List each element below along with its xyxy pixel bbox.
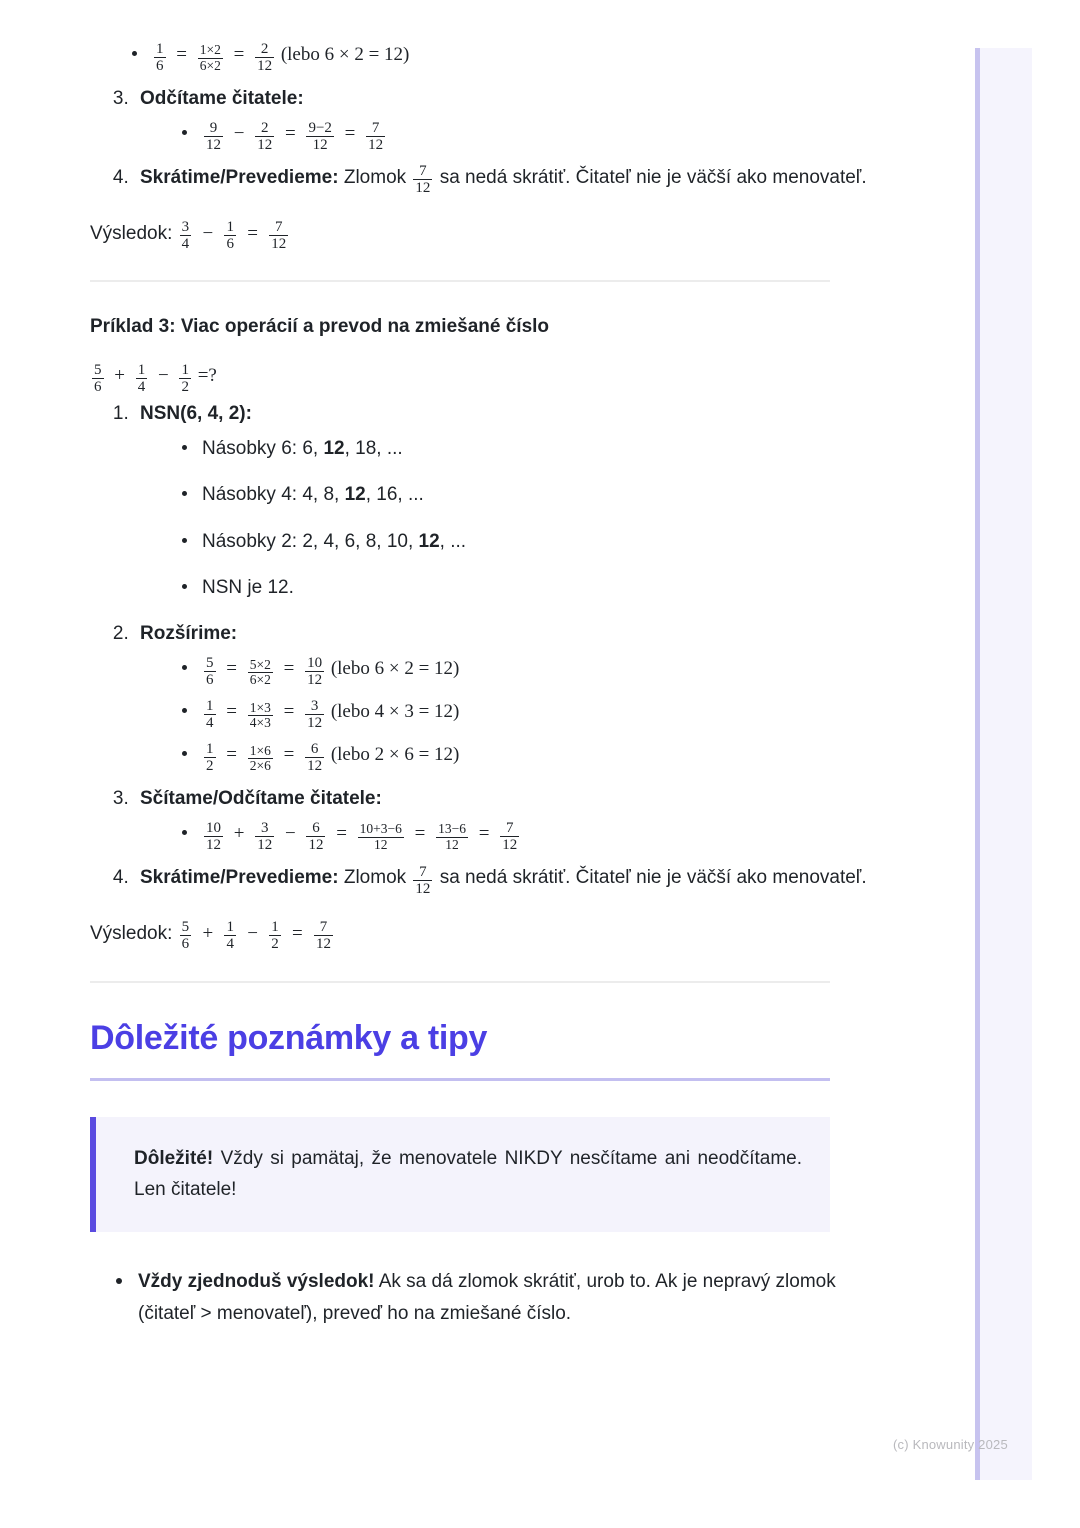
fraction: $\frac{3}{12}$ <box>257 819 273 853</box>
divider <box>90 981 830 983</box>
step-text-before: Zlomok <box>343 166 407 188</box>
fraction: $\frac{1}{6}$ <box>226 219 234 253</box>
important-callout <box>90 1117 830 1233</box>
fraction: $\frac{6}{12}$ <box>308 819 324 853</box>
multiples-suffix: , 18, ... <box>344 437 403 459</box>
step-text-before: Zlomok <box>343 866 407 888</box>
step-item <box>134 619 940 774</box>
multiples-prefix: NSN je 12. <box>202 577 294 599</box>
example2-steps <box>90 84 940 197</box>
fraction: $\frac{7}{12}$ <box>368 119 384 153</box>
fraction: $\frac{5}{6}$ <box>206 655 214 689</box>
step-label: Skrátime/Prevedieme: <box>140 866 339 888</box>
result-label: Výsledok: <box>90 222 173 244</box>
fraction: $\frac{7}{12}$ <box>316 919 331 953</box>
step-item <box>134 784 940 853</box>
fraction: $\frac{5\times 2}{6\times 2}$ <box>249 656 271 688</box>
fraction: $\frac{10}{12}$ <box>307 655 323 689</box>
fraction: $\frac{6}{12}$ <box>307 740 323 774</box>
multiples-prefix: Násobky 6: 6, <box>202 437 324 459</box>
step-item <box>134 399 940 603</box>
list-item <box>180 654 940 688</box>
step-label: NSN(6, 4, 2): <box>140 403 252 425</box>
multiples-suffix: , ... <box>439 530 467 552</box>
fraction: $\frac{7}{12}$ <box>502 819 518 853</box>
divider <box>90 280 830 282</box>
list-item <box>180 434 940 464</box>
page-title: Dôležité poznámky a tipy <box>90 1018 488 1057</box>
fraction: $\frac{1}{2}$ <box>206 740 214 774</box>
multiples-bold: 12 <box>418 530 440 552</box>
fraction: $\frac{9-2}{12}$ <box>308 119 332 153</box>
fraction: $\frac{3}{4}$ <box>181 219 190 253</box>
fraction: $\frac{7}{12}$ <box>415 863 431 897</box>
fraction: $\frac{2}{12}$ <box>257 119 273 153</box>
fraction: $\frac{1}{4}$ <box>226 919 234 953</box>
step3-result-list <box>140 119 940 153</box>
multiples-suffix: , 16, ... <box>365 484 424 506</box>
fraction: $\frac{10}{12}$ <box>206 819 221 853</box>
fraction-expression: $\frac{5}{6}$ = $\frac{5\times 2}{6\times 2}$ = $\frac{10}{12}$ (lebo 6 × 2 = 12) <box>206 655 460 689</box>
fraction: $\frac{7}{12}$ <box>415 163 431 197</box>
expansion-note: (lebo 6 × 2 = 12) <box>280 44 410 65</box>
fraction-expression: $\frac{10}{12}$ + $\frac{3}{12}$ − $\frac{6}{12}$ = $\frac{10+3-6}{12}$ = $\frac{13-6}{12}$ = $\frac{7}{12}$ <box>206 819 518 853</box>
fraction: $\frac{1}{2}$ <box>181 362 189 396</box>
step-label: Odčítame čitatele: <box>140 87 304 109</box>
fraction: $\frac{7}{12}$ <box>271 219 287 253</box>
fraction: $\frac{10+3-6}{12}$ <box>359 821 402 852</box>
step-label: Rozšírime: <box>140 623 238 645</box>
example3-problem: $\frac{5}{6}$ + $\frac{1}{4}$ − $\frac{1}{2}$ =? <box>94 362 217 396</box>
callout-text <box>134 1143 802 1207</box>
fraction: $\frac{13-6}{12}$ <box>438 821 466 852</box>
example3-steps <box>90 399 940 896</box>
right-side-panel <box>975 48 1032 1480</box>
watermark: (c) Knowunity 2025 <box>893 1437 1008 1452</box>
title-underline <box>90 1078 830 1081</box>
step-item <box>134 84 940 153</box>
example2-result: Výsledok: $\frac{3}{4}$ − $\frac{1}{6}$ = $\frac{7}{12}$ <box>90 219 287 253</box>
tips-list <box>90 1266 876 1329</box>
step-item <box>134 863 940 897</box>
list-item <box>180 527 940 557</box>
example2-expand-list <box>90 40 940 74</box>
fraction: $\frac{5}{6}$ <box>181 919 190 953</box>
fraction: $\frac{1}{4}$ <box>137 362 146 396</box>
expansion-note: (lebo 2 × 6 = 12) <box>330 744 460 766</box>
fraction: $\frac{2}{12}$ <box>257 40 273 74</box>
list-item <box>180 740 940 774</box>
callout-body: Vždy si pamätaj, že menovatele NIKDY nesčítame ani neodčítame. Len čitatele! <box>134 1147 803 1201</box>
expansions-list <box>140 654 940 774</box>
fraction-expression: $\frac{1}{6}$ = $\frac{1\times 2}{6\times 2}$ = $\frac{2}{12}$ (lebo 6 × 2 = 12) <box>156 40 410 74</box>
fraction-expression: $\frac{9}{12}$ − $\frac{2}{12}$ = $\frac{9-2}{12}$ = $\frac{7}{12}$ <box>206 119 384 153</box>
sum-list <box>140 819 940 853</box>
tip-lead: Vždy zjednoduš výsledok! <box>138 1271 375 1293</box>
fraction: $\frac{1}{6}$ <box>156 40 164 74</box>
fraction: $\frac{1\times 2}{6\times 2}$ <box>199 42 221 73</box>
step-label: Sčítame/Odčítame čitatele: <box>140 788 382 809</box>
fraction-expression: $\frac{1}{4}$ = $\frac{1\times 3}{4\times 3}$ = $\frac{3}{12}$ (lebo 4 × 3 = 12) <box>206 697 460 732</box>
fraction: $\frac{1\times 6}{2\times 6}$ <box>249 742 271 773</box>
multiples-prefix: Násobky 2: 2, 4, 6, 8, 10, <box>202 530 419 552</box>
fraction: $\frac{1}{2}$ <box>271 919 279 953</box>
callout-lead: Dôležité! <box>134 1147 214 1169</box>
multiples-bold: 12 <box>344 484 366 506</box>
example3-title: Príklad 3: Viac operácií a prevod na zmiešané číslo <box>90 316 550 338</box>
list-item <box>116 1266 876 1329</box>
list-item <box>180 480 940 510</box>
list-item <box>180 573 940 603</box>
multiples-prefix: Násobky 4: 4, 8, <box>202 484 345 506</box>
list-item <box>130 40 940 74</box>
expansion-note: (lebo 4 × 3 = 12) <box>330 701 460 723</box>
list-item <box>180 697 940 731</box>
fraction-expression: $\frac{1}{2}$ = $\frac{1\times 6}{2\times 6}$ = $\frac{6}{12}$ (lebo 2 × 6 = 12) <box>206 740 460 774</box>
list-item <box>180 819 940 853</box>
equals-question: =? <box>197 365 217 387</box>
result-label: Výsledok: <box>90 922 173 944</box>
multiples-list <box>140 434 940 604</box>
step-text-after: sa nedá skrátiť. Čitateľ nie je väčší ako menovateľ. <box>439 866 867 888</box>
fraction: $\frac{9}{12}$ <box>206 119 221 153</box>
multiples-bold: 12 <box>323 437 345 459</box>
step-text-after: sa nedá skrátiť. Čitateľ nie je väčší ako menovateľ. <box>439 166 867 188</box>
step-label: Skrátime/Prevedieme: <box>140 166 339 188</box>
fraction: $\frac{5}{6}$ <box>94 362 102 396</box>
example3-result: Výsledok: $\frac{5}{6}$ + $\frac{1}{4}$ − $\frac{1}{2}$ = $\frac{7}{12}$ <box>90 919 331 953</box>
list-item <box>180 119 940 153</box>
tip-body: Ak sa dá zlomok skrátiť, urob to. Ak je nepravý zlomok (čitateľ > menovateľ), preveď ho na zmiešané číslo. <box>138 1271 836 1324</box>
step-item <box>134 163 940 197</box>
fraction: $\frac{1}{4}$ <box>206 697 214 732</box>
expansion-note: (lebo 6 × 2 = 12) <box>330 658 460 680</box>
fraction: $\frac{1\times 3}{4\times 3}$ <box>249 699 271 731</box>
fraction: $\frac{3}{12}$ <box>307 697 323 732</box>
